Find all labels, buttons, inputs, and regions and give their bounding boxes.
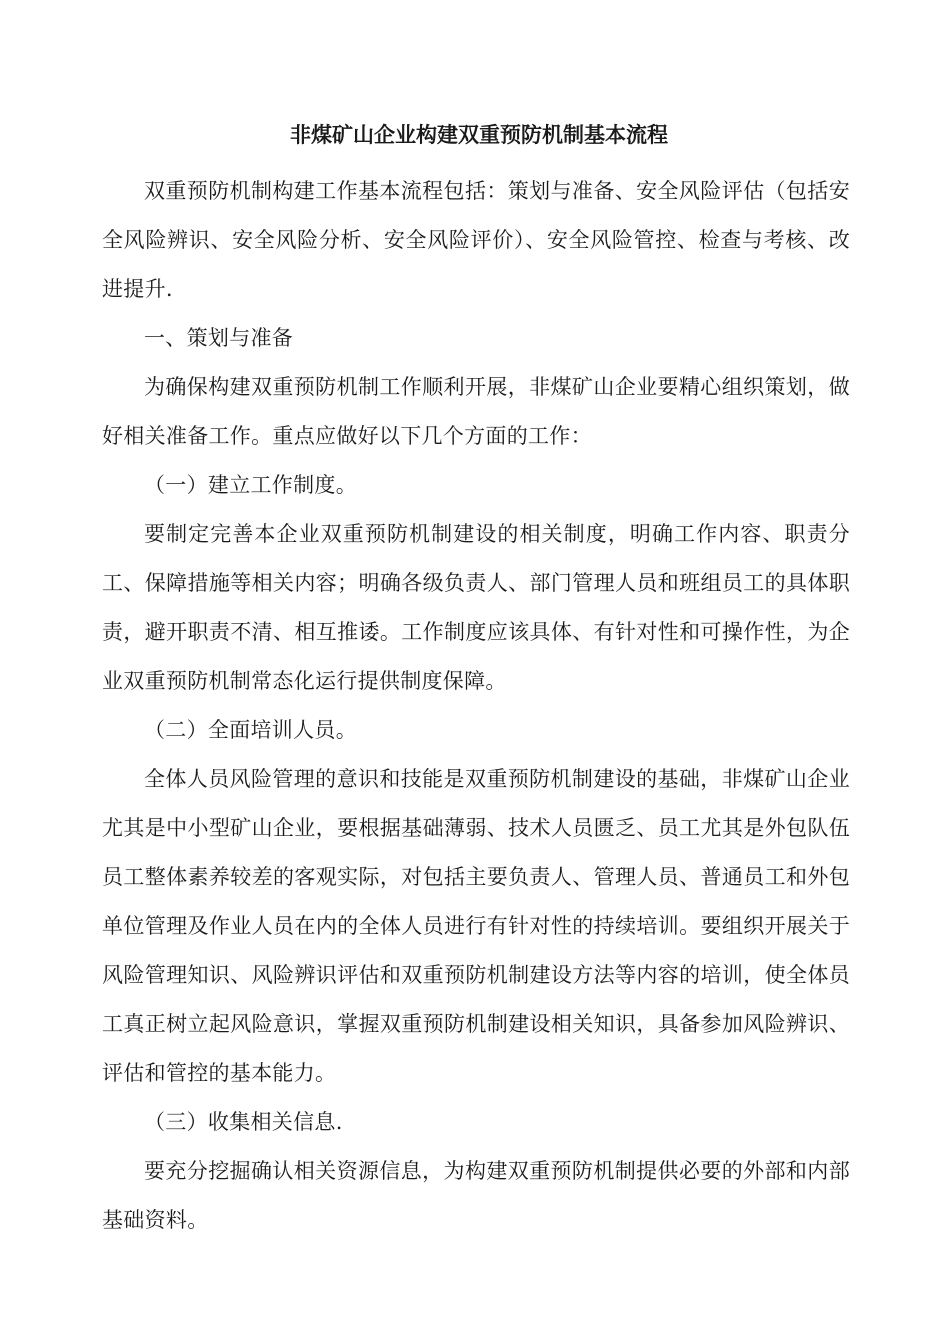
subheading-1: （一）建立工作制度。: [144, 473, 357, 497]
paragraph-intro: 双重预防机制构建工作基本流程包括：策划与准备、安全风险评估（包括安全风险辨识、安全风险分析、安全风险评价）、安全风险管控、检查与考核、改进提升.: [102, 179, 850, 301]
document-title: 非煤矿山企业构建双重预防机制基本流程: [290, 122, 668, 147]
subheading-3: （三）收集相关信息.: [144, 1110, 343, 1134]
document-page: [102, 118, 850, 1245]
paragraph-subsection-1: 要制定完善本企业双重预防机制建设的相关制度，明确工作内容、职责分工、保障措施等相关内容；明确各级负责人、部门管理人员和班组员工的具体职责，避开职责不清、相互推诿。工作制度应该具体、有针对性和可操作性，为企业双重预防机制常态化运行提供制度保障。: [102, 522, 850, 693]
subheading-2: （二）全面培训人员。: [144, 718, 357, 742]
paragraph-subsection-2: 全体人员风险管理的意识和技能是双重预防机制建设的基础，非煤矿山企业尤其是中小型矿山企业，要根据基础薄弱、技术人员匮乏、员工尤其是外包队伍员工整体素养较差的客观实际，对包括主要负责人、管理人员、普通员工和外包单位管理及作业人员在内的全体人员进行有针对性的持续培训。要组织开展关于风险管理知识、风险辨识评估和双重预防机制建设方法等内容的培训，使全体员工真正树立起风险意识，掌握双重预防机制建设相关知识，具备参加风险辨识、评估和管控的基本能力。: [102, 767, 850, 1085]
heading-section-1: 一、策划与准备: [144, 326, 294, 350]
paragraph-subsection-3: 要充分挖掘确认相关资源信息，为构建双重预防机制提供必要的外部和内部基础资料。: [102, 1159, 850, 1232]
paragraph-section-1-intro: 为确保构建双重预防机制工作顺利开展，非煤矿山企业要精心组织策划，做好相关准备工作。重点应做好以下几个方面的工作：: [102, 375, 850, 448]
